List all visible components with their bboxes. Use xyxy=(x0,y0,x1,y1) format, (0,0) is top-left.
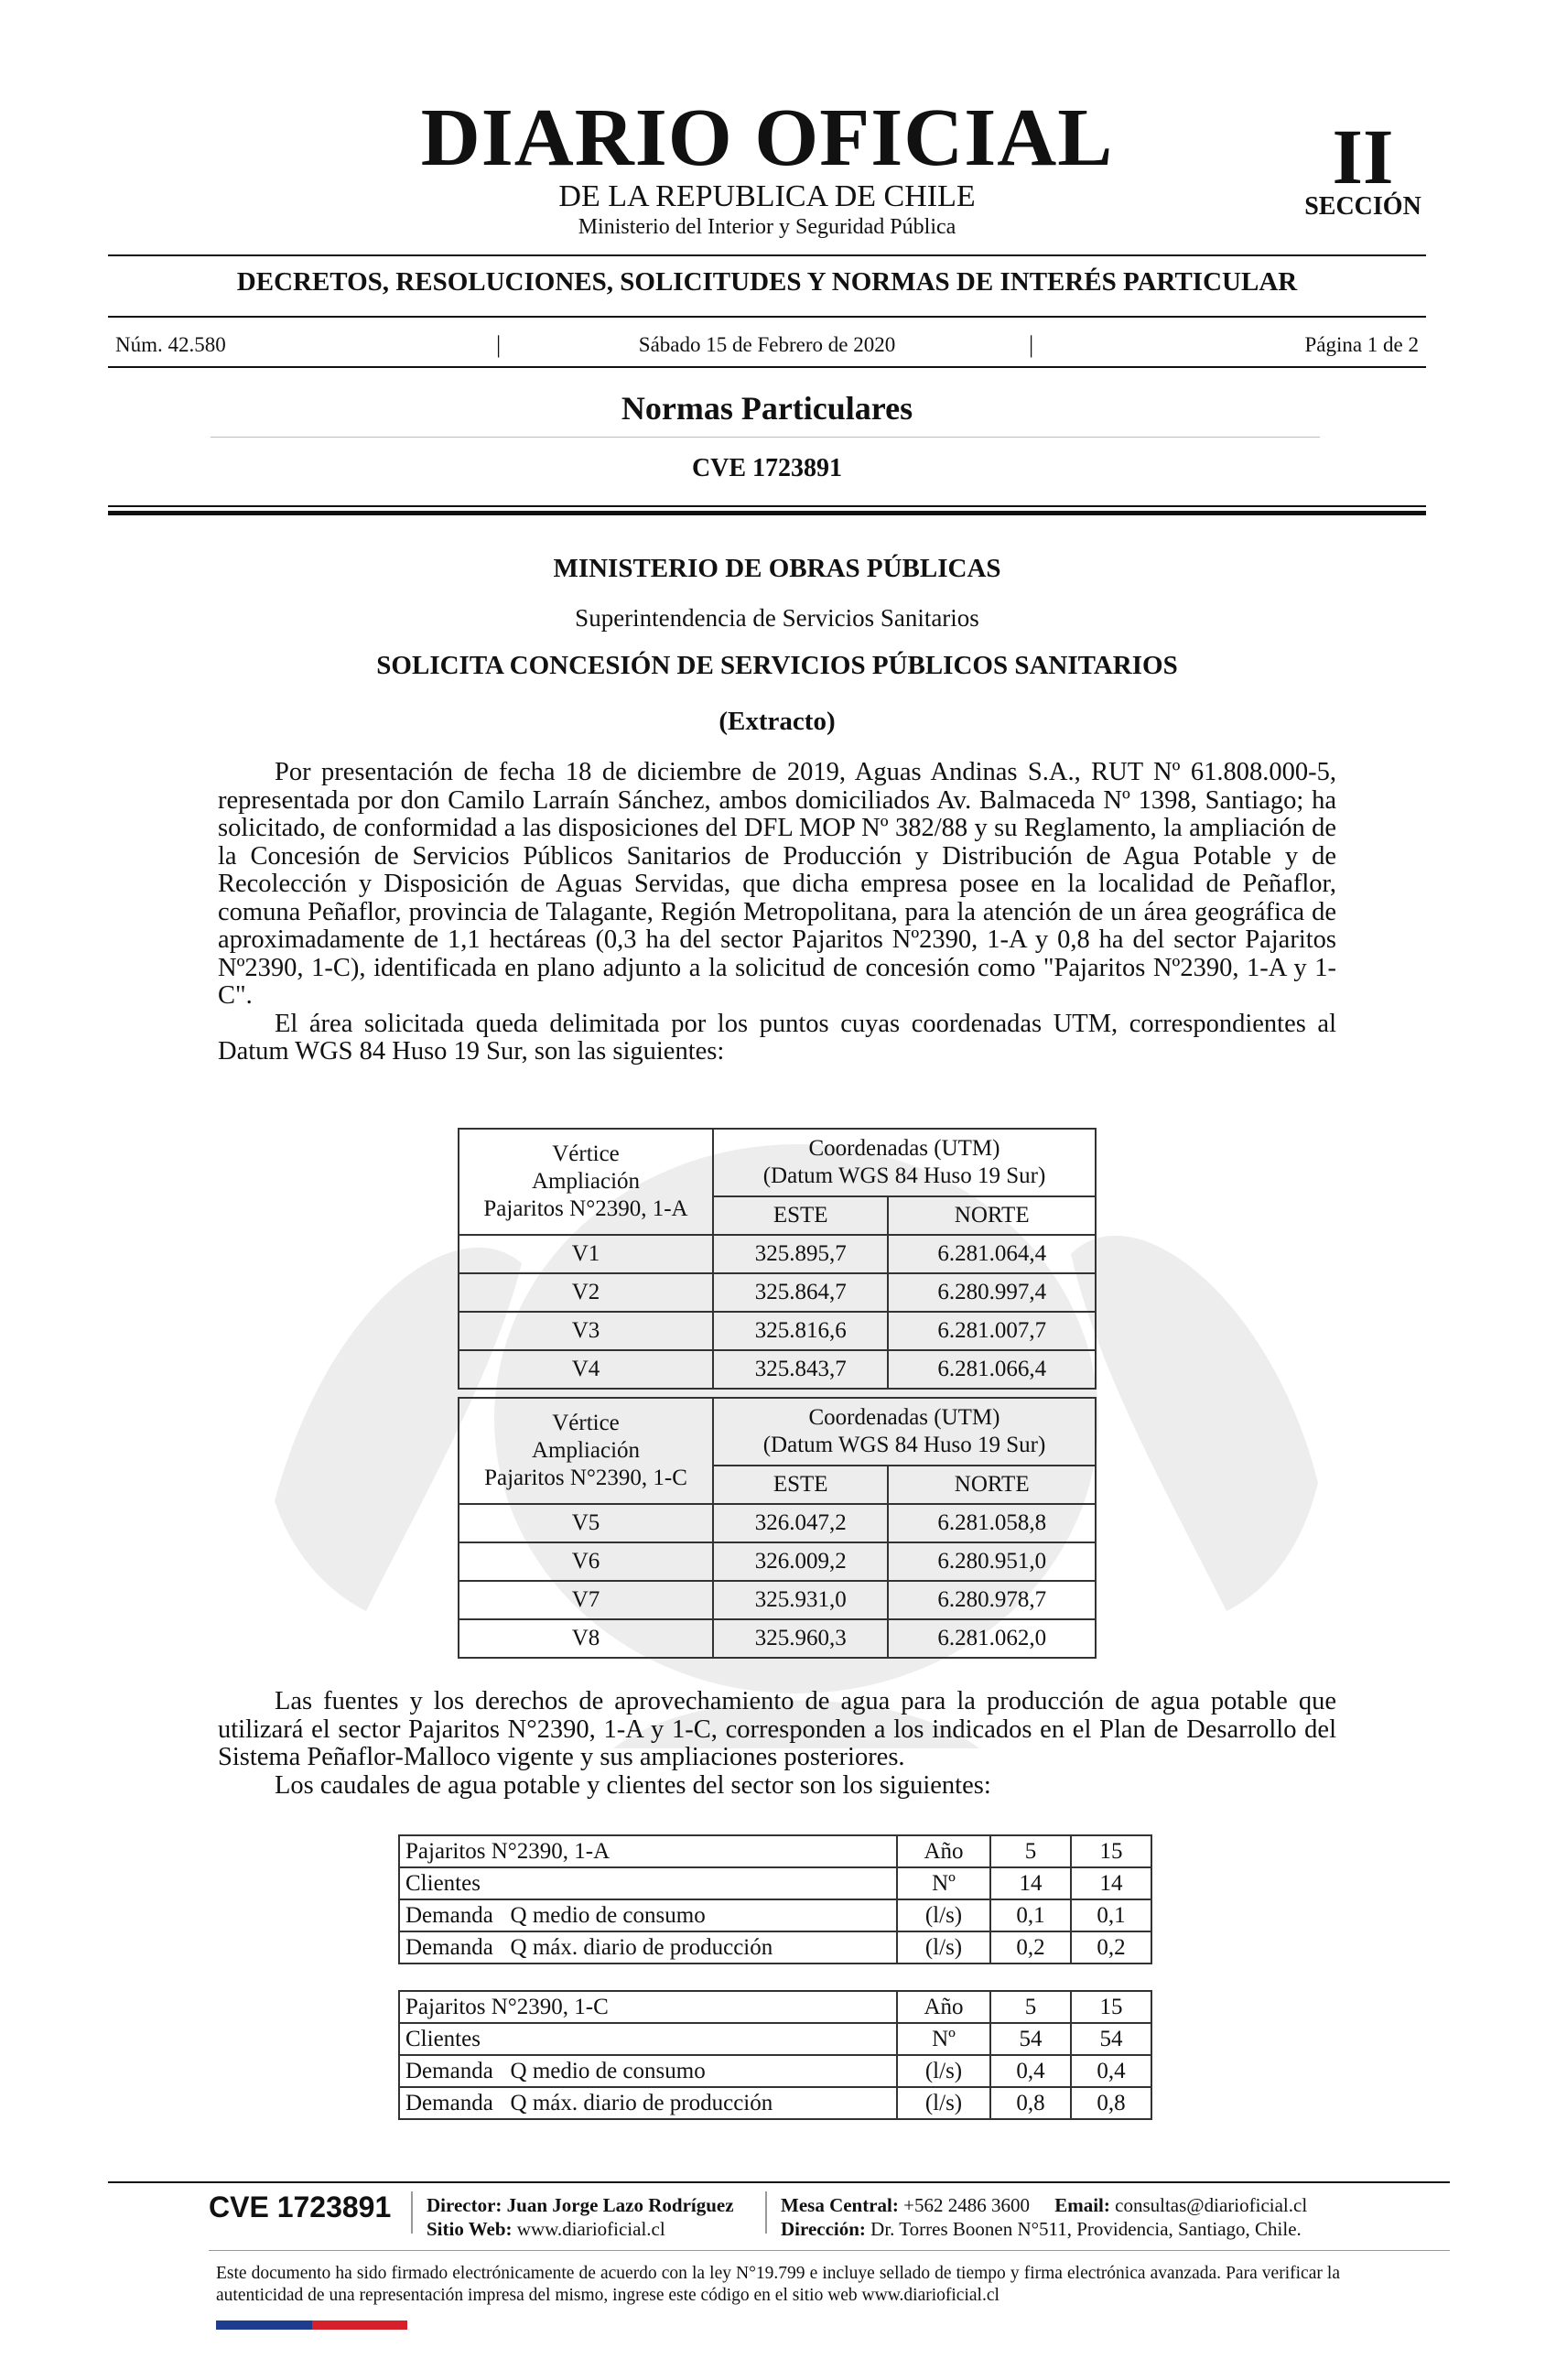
norm-title: Normas Particulares xyxy=(621,390,913,427)
norte-cell: 6.281.062,0 xyxy=(888,1619,1096,1658)
este-cell: 325.843,7 xyxy=(713,1350,888,1389)
email-label: Email: xyxy=(1054,2194,1110,2216)
table-row xyxy=(399,1899,1151,1931)
flow-unit-cell: (l/s) xyxy=(897,2087,990,2119)
vertex-header-line: Pajaritos N°2390, 1-A xyxy=(483,1196,688,1221)
norte-cell: 6.281.064,4 xyxy=(888,1235,1096,1273)
flow-value-cell: 14 xyxy=(1071,1867,1151,1899)
vertex-cell: V1 xyxy=(459,1235,713,1273)
footer-divider xyxy=(209,2250,1450,2251)
flow-label-cell: Demanda Q medio de consumo xyxy=(399,1899,897,1931)
cve-rule-thick xyxy=(108,511,1426,515)
document-body xyxy=(218,554,1336,1066)
este-cell: 325.931,0 xyxy=(713,1581,888,1619)
flow-value-cell: 54 xyxy=(1071,2023,1151,2055)
coordinates-header-line: Coordenadas (UTM) xyxy=(808,1405,1000,1430)
signature-note: Este documento ha sido firmado electrónicamente de acuerdo con la ley N°19.799 e incluye sellado de tiempo y firma electrónica avanzada. Para verificar la autenticidad de una representación impresa del mismo, ingrese este código en el sitio web www.diarioficial.cl xyxy=(216,2264,1340,2305)
este-cell: 325.960,3 xyxy=(713,1619,888,1658)
issue-number: Núm. 42.580 xyxy=(115,333,226,356)
newspaper-title: DIARIO OFICIAL xyxy=(420,92,1114,183)
coordinates-header xyxy=(713,1129,1096,1196)
table-row xyxy=(459,1273,1096,1312)
table-row xyxy=(399,2055,1151,2087)
footer-separator xyxy=(411,2191,413,2234)
flow-value-cell: 0,1 xyxy=(1071,1899,1151,1931)
flow-value-cell: 0,1 xyxy=(990,1899,1071,1931)
document-subtitle: (Extracto) xyxy=(719,707,836,736)
flow-value-cell: 0,2 xyxy=(990,1931,1071,1964)
coordinates-header xyxy=(713,1398,1096,1466)
site-label: Sitio Web: xyxy=(427,2218,513,2240)
flow-unit-cell: (l/s) xyxy=(897,2055,990,2087)
flow-value-cell: 5 xyxy=(990,1991,1071,2023)
issue-separator: | xyxy=(496,331,502,358)
norte-cell: 6.281.007,7 xyxy=(888,1312,1096,1350)
issue-separator: | xyxy=(1029,331,1034,358)
address-text: Dr. Torres Boonen N°511, Providencia, Santiago, Chile. xyxy=(870,2218,1302,2240)
norte-cell: 6.281.066,4 xyxy=(888,1350,1096,1389)
agency-heading: Superintendencia de Servicios Sanitarios xyxy=(575,604,979,632)
norte-cell: 6.280.997,4 xyxy=(888,1273,1096,1312)
flow-label-cell: Demanda Q medio de consumo xyxy=(399,2055,897,2087)
page-indicator: Página 1 de 2 xyxy=(1304,333,1419,356)
flow-unit-cell: Nº xyxy=(897,1867,990,1899)
heading-rule xyxy=(108,316,1426,318)
site-link[interactable]: www.diarioficial.cl xyxy=(516,2218,665,2240)
footer-phone-line xyxy=(781,2193,1307,2217)
paragraph-area: El área solicitada queda delimitada por los puntos cuyas coordenadas UTM, correspondientes al Datum WGS 84 Huso 19 Sur, son las siguientes: xyxy=(218,1009,1336,1066)
vertex-header-line: Pajaritos N°2390, 1-C xyxy=(484,1466,687,1490)
flow-value-cell: 15 xyxy=(1071,1991,1151,2023)
table-row xyxy=(459,1235,1096,1273)
section-number: II xyxy=(1332,113,1394,200)
vertex-header xyxy=(459,1398,713,1504)
ministry-line: Ministerio del Interior y Seguridad Pública xyxy=(578,215,956,239)
table-row xyxy=(459,1619,1096,1658)
flow-unit-cell: (l/s) xyxy=(897,1899,990,1931)
flow-value-cell: 14 xyxy=(990,1867,1071,1899)
coordinates-header-line: (Datum WGS 84 Huso 19 Sur) xyxy=(762,1163,1046,1188)
paragraph-sources: Las fuentes y los derechos de aprovechamiento de agua para la producción de agua potable que utilizará el sector Pajaritos N°2390, 1-A y 1-C, corresponden a los indicados en el Plan de Desarrollo del Sistema Peñaflor-Malloco vigente y sus ampliaciones posteriores. xyxy=(218,1687,1336,1771)
document-body-continued xyxy=(218,1688,1336,1800)
issue-rule xyxy=(108,366,1426,368)
flow-unit-cell: Año xyxy=(897,1835,990,1867)
flow-value-cell: 0,8 xyxy=(1071,2087,1151,2119)
footer-site-line xyxy=(427,2217,734,2241)
flag-stripe-red xyxy=(312,2320,407,2330)
flow-label-cell: Pajaritos N°2390, 1-C xyxy=(399,1991,897,2023)
vertex-header xyxy=(459,1129,713,1235)
phone-number: +562 2486 3600 xyxy=(903,2194,1030,2216)
vertex-cell: V8 xyxy=(459,1619,713,1658)
este-cell: 326.009,2 xyxy=(713,1542,888,1581)
section-heading: DECRETOS, RESOLUCIONES, SOLICITUDES Y NORMAS DE INTERÉS PARTICULAR xyxy=(236,267,1298,297)
footer-cve-code: CVE 1723891 xyxy=(209,2191,392,2223)
footer-contact-block xyxy=(781,2193,1307,2241)
vertex-header-line: Vértice xyxy=(552,1411,620,1435)
flag-stripe-blue xyxy=(216,2320,312,2330)
este-cell: 325.864,7 xyxy=(713,1273,888,1312)
footer-director-block xyxy=(427,2193,734,2241)
flow-value-cell: 0,4 xyxy=(1071,2055,1151,2087)
flow-value-cell: 0,2 xyxy=(1071,1931,1151,1964)
norm-divider xyxy=(211,437,1320,438)
flow-unit-cell: Año xyxy=(897,1991,990,2023)
vertex-cell: V6 xyxy=(459,1542,713,1581)
table-row xyxy=(399,2023,1151,2055)
este-cell: 325.895,7 xyxy=(713,1235,888,1273)
vertex-header-line: Ampliación xyxy=(531,1438,641,1463)
coordinates-table-1c xyxy=(458,1397,1097,1659)
flow-value-cell: 15 xyxy=(1071,1835,1151,1867)
table-row xyxy=(399,2087,1151,2119)
flow-value-cell: 0,4 xyxy=(990,2055,1071,2087)
table-row xyxy=(459,1581,1096,1619)
vertex-header-line: Ampliación xyxy=(531,1169,641,1194)
este-cell: 326.047,2 xyxy=(713,1504,888,1542)
vertex-cell: V7 xyxy=(459,1581,713,1619)
table-row xyxy=(399,1931,1151,1964)
norte-cell: 6.281.058,8 xyxy=(888,1504,1096,1542)
flow-value-cell: 54 xyxy=(990,2023,1071,2055)
issue-date: Sábado 15 de Febrero de 2020 xyxy=(638,333,896,356)
flow-label-cell: Clientes xyxy=(399,2023,897,2055)
vertex-cell: V4 xyxy=(459,1350,713,1389)
cve-code: CVE 1723891 xyxy=(691,454,843,482)
coordinates-header-line: (Datum WGS 84 Huso 19 Sur) xyxy=(762,1433,1046,1457)
este-cell: 325.816,6 xyxy=(713,1312,888,1350)
document-title: SOLICITA CONCESIÓN DE SERVICIOS PÚBLICOS SANITARIOS xyxy=(376,651,1178,680)
coordinates-table-1a xyxy=(458,1128,1097,1390)
flow-value-cell: 5 xyxy=(990,1835,1071,1867)
flow-label-cell: Demanda Q máx. diario de producción xyxy=(399,2087,897,2119)
table-row xyxy=(459,1542,1096,1581)
norte-cell: 6.280.978,7 xyxy=(888,1581,1096,1619)
table-row xyxy=(459,1504,1096,1542)
footer-address-line xyxy=(781,2217,1307,2241)
column-header-este: ESTE xyxy=(713,1466,888,1504)
ministry-heading: MINISTERIO DE OBRAS PÚBLICAS xyxy=(553,554,1001,583)
vertex-cell: V5 xyxy=(459,1504,713,1542)
flows-table-1a xyxy=(398,1834,1152,1964)
column-header-norte: NORTE xyxy=(888,1196,1096,1235)
flow-label-cell: Pajaritos N°2390, 1-A xyxy=(399,1835,897,1867)
coordinates-header-line: Coordenadas (UTM) xyxy=(808,1136,1000,1161)
footer-separator xyxy=(765,2191,767,2234)
paragraph-request: Por presentación de fecha 18 de diciembre de 2019, Aguas Andinas S.A., RUT Nº 61.808.000-5, representada por don Camilo Larraín Sánchez, ambos domiciliados Av. Balmaceda Nº 1398, Santiago; ha solicitado, de conformidad a las disposiciones del DFL MOP Nº 382/88 y su Reglamento, la ampliación de la Concesión de Servicios Públicos Sanitarios de Producción y Distribución de Agua Potable y de Recolección y Disposición de Aguas Servidas, que dicha empresa posee en la localidad de Peñaflor, comuna Peñaflor, provincia de Talagante, Región Metropolitana, para la atención de un área geográfica de aproximadamente de 1,1 hectáreas (0,3 ha del sector Pajaritos Nº2390, 1-A y 0,8 ha del sector Pajaritos Nº2390, 1-C), identificada en plano adjunto a la solicitud de concesión como "Pajaritos Nº2390, 1-A y 1-C". xyxy=(218,758,1336,1010)
director-label: Director: xyxy=(427,2194,502,2216)
issue-row xyxy=(108,333,1426,359)
vertex-header-line: Vértice xyxy=(552,1141,620,1166)
vertex-cell: V3 xyxy=(459,1312,713,1350)
section-label: SECCIÓN xyxy=(1304,192,1421,221)
address-label: Dirección: xyxy=(781,2218,866,2240)
cve-rule-thin xyxy=(108,505,1426,507)
flow-unit-cell: Nº xyxy=(897,2023,990,2055)
table-row xyxy=(399,1991,1151,2023)
table-row xyxy=(459,1312,1096,1350)
flow-value-cell: 0,8 xyxy=(990,2087,1071,2119)
column-header-este: ESTE xyxy=(713,1196,888,1235)
email-link[interactable]: consultas@diarioficial.cl xyxy=(1115,2194,1308,2216)
table-row xyxy=(459,1350,1096,1389)
newspaper-subtitle: DE LA REPUBLICA DE CHILE xyxy=(558,179,976,213)
vertex-cell: V2 xyxy=(459,1273,713,1312)
flow-label-cell: Demanda Q máx. diario de producción xyxy=(399,1931,897,1964)
column-header-norte: NORTE xyxy=(888,1466,1096,1504)
table-row xyxy=(399,1867,1151,1899)
director-name: Juan Jorge Lazo Rodríguez xyxy=(506,2194,734,2216)
norte-cell: 6.280.951,0 xyxy=(888,1542,1096,1581)
masthead xyxy=(108,81,1426,254)
paragraph-flows: Los caudales de agua potable y clientes del sector son los siguientes: xyxy=(275,1770,991,1800)
flows-table-1c xyxy=(398,1990,1152,2120)
table-row xyxy=(399,1835,1151,1867)
flow-label-cell: Clientes xyxy=(399,1867,897,1899)
footer-director-line xyxy=(427,2193,734,2217)
flow-unit-cell: (l/s) xyxy=(897,1931,990,1964)
phone-label: Mesa Central: xyxy=(781,2194,899,2216)
masthead-rule xyxy=(108,254,1426,256)
section-mark xyxy=(1294,113,1432,222)
footer-rule xyxy=(108,2181,1450,2183)
